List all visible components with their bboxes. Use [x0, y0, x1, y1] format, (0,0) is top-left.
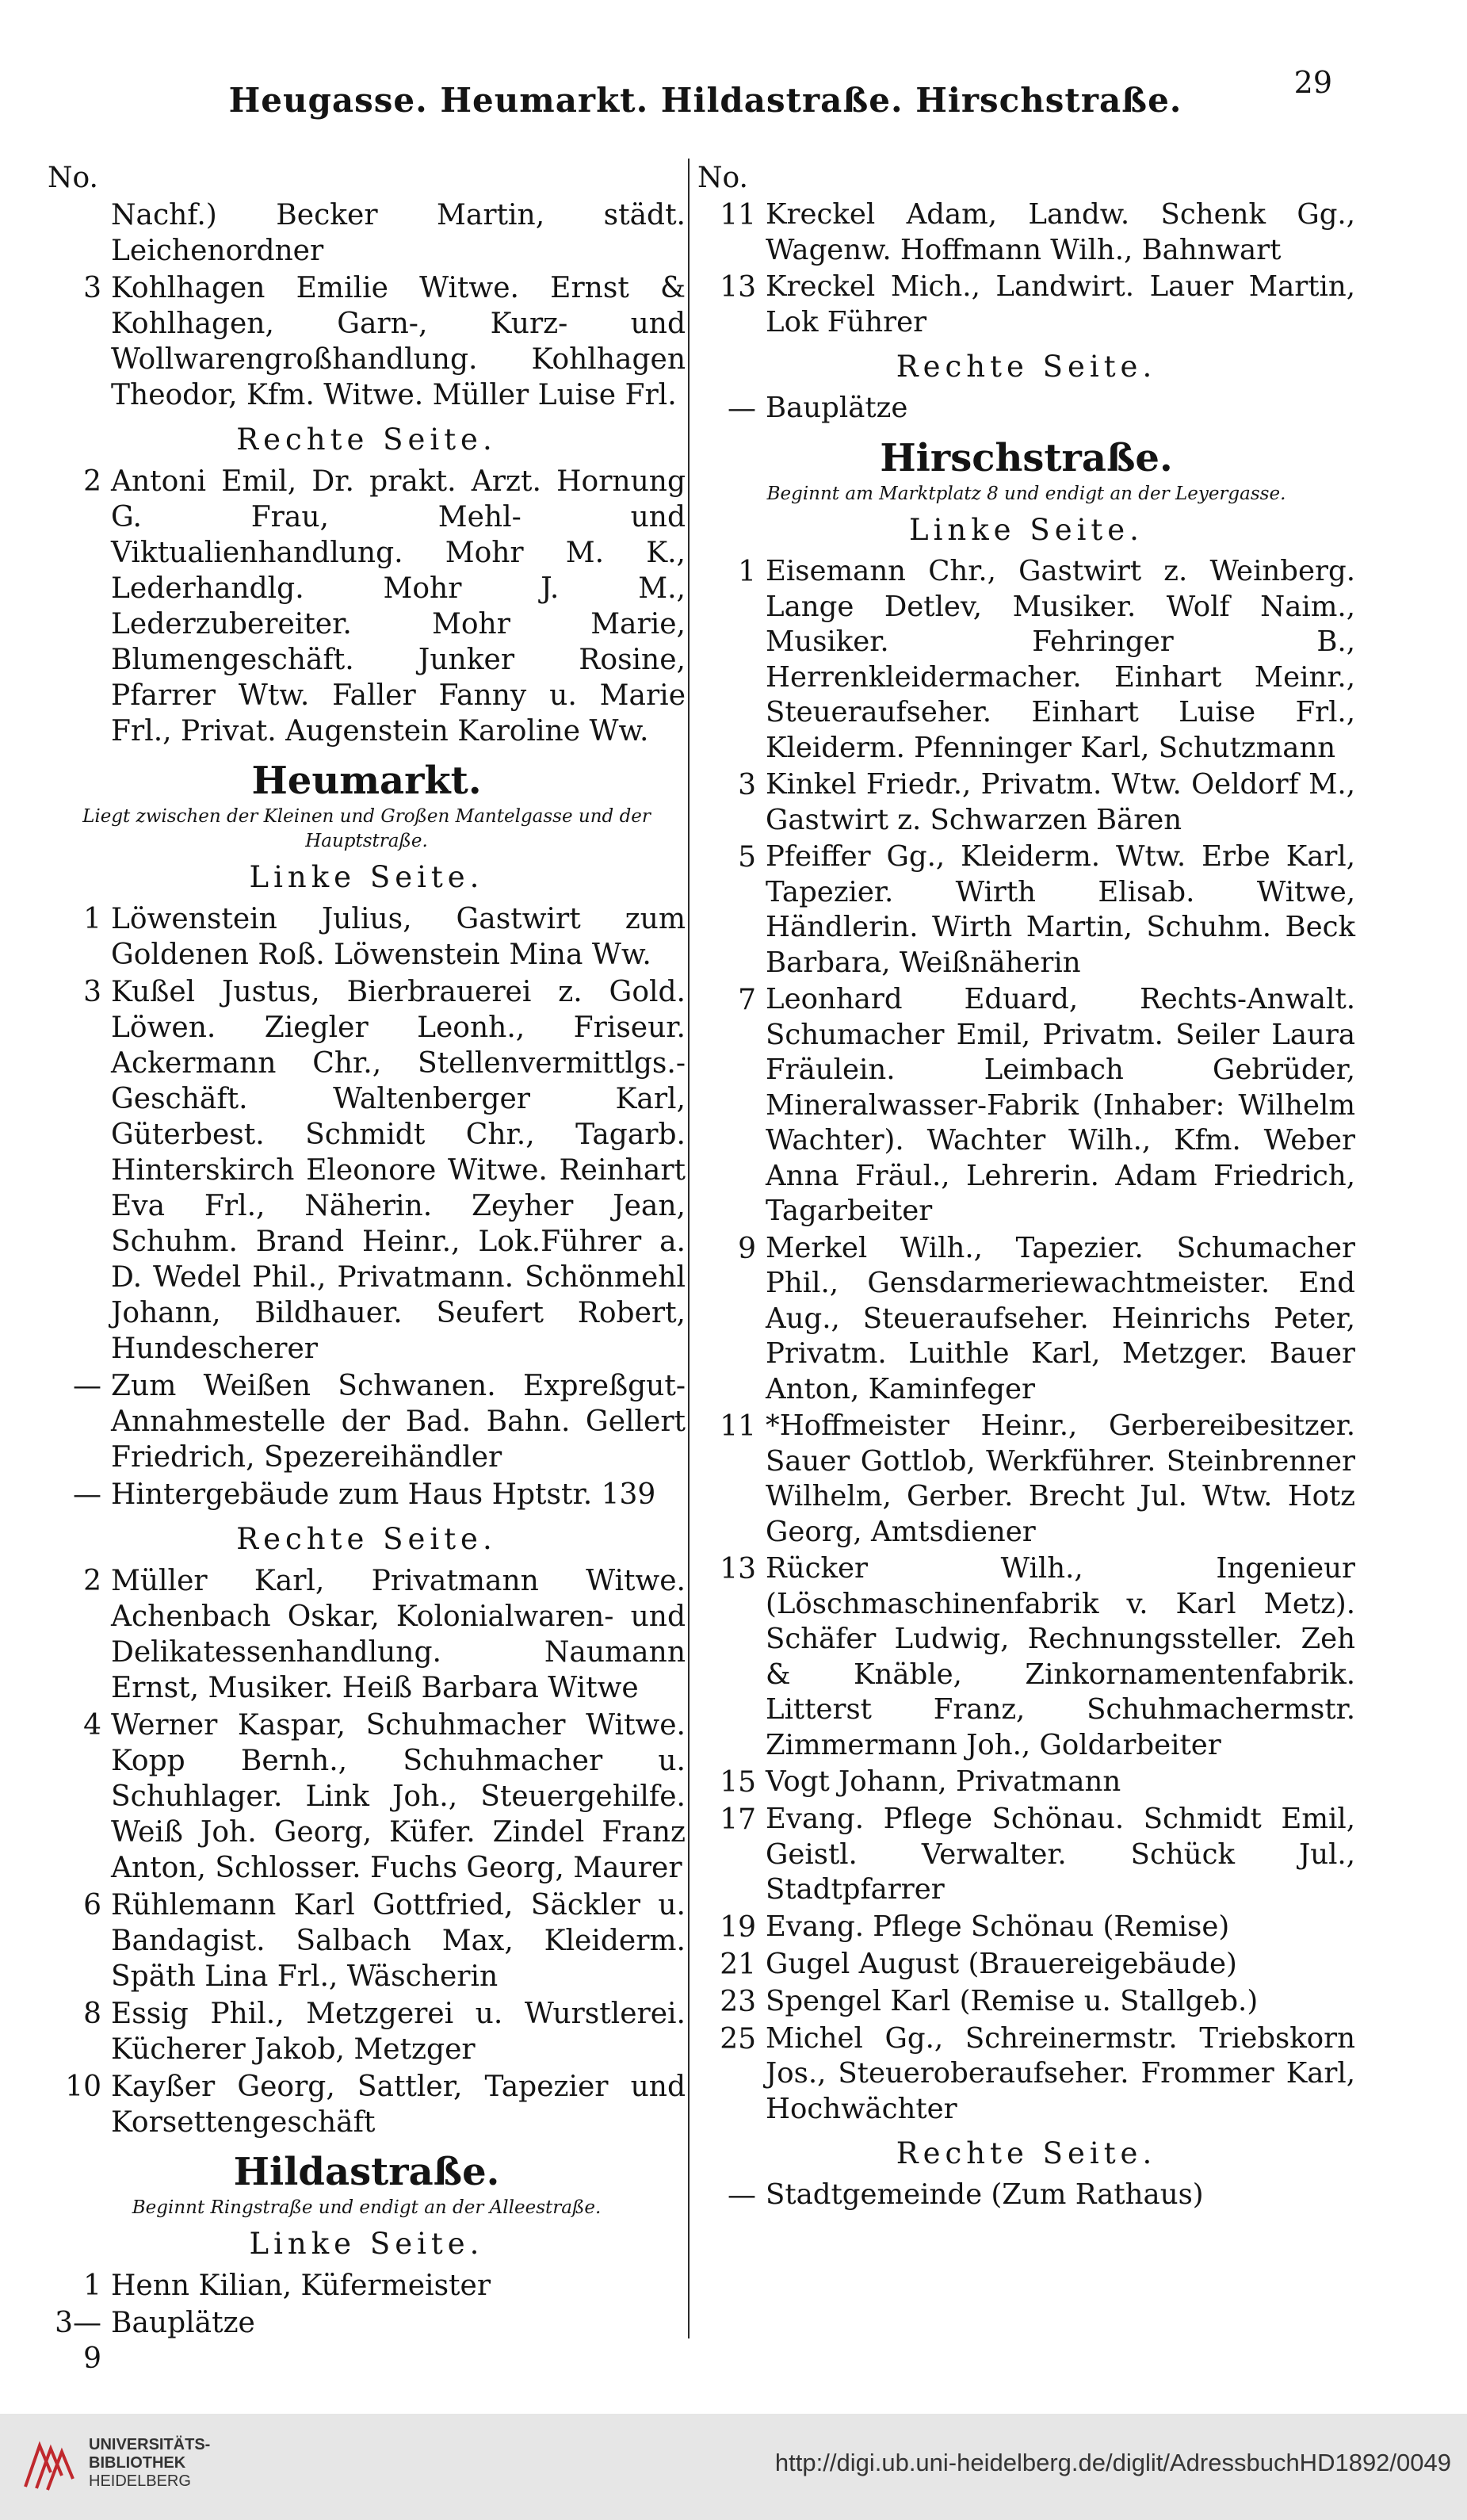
- footer-org-line: BIBLIOTHEK: [89, 2454, 186, 2472]
- street-title: Hildastraße.: [233, 2150, 500, 2194]
- street-title: Hirschstraße.: [880, 436, 1173, 480]
- house-number: 17: [720, 1803, 756, 1836]
- house-number: 10: [65, 2071, 101, 2103]
- resident-list: Kayßer Georg, Sattler, Tapezier und Korsettengeschäft: [111, 2071, 686, 2139]
- directory-entry: [697, 554, 1355, 766]
- directory-entry: [697, 197, 1355, 268]
- resident-list: Leonhard Eduard, Rechts-Anwalt. Schumacher Emil, Privatm. Seiler Laura Fräulein. Leimbach Gebrüder, Mineralwasser-Fabrik (Inhaber: Wilhelm Wachter). Wachter Wilh., Kfm. Weber Anna Fräul., Lehrerin. Adam Friedrich, Tagarbeiter: [766, 983, 1355, 1227]
- house-number: —: [73, 1370, 101, 1402]
- house-number: 9: [738, 1232, 756, 1265]
- directory-entry: [697, 1802, 1355, 1908]
- resident-list: Löwenstein Julius, Gastwirt zum Goldenen Roß. Löwenstein Mina Ww.: [111, 903, 686, 971]
- street-title: Heumarkt.: [251, 759, 482, 803]
- directory-entry: [48, 1368, 686, 1475]
- house-number: 3: [83, 976, 101, 1008]
- house-number: 1: [83, 2270, 101, 2302]
- directory-entry: [48, 270, 686, 413]
- street-section: [48, 757, 686, 1512]
- directory-entry: [48, 2268, 686, 2304]
- resident-list: Merkel Wilh., Tapezier. Schumacher Phil., Gensdarmeriewachtmeister. End Aug., Steueraufseher. Heinrichs Peter, Privatm. Luithle Karl, Metzger. Bauer Anton, Kaminfeger: [766, 1231, 1355, 1405]
- house-number: —: [73, 1478, 101, 1511]
- page-number: 29: [1293, 65, 1332, 100]
- house-number: 13: [720, 1553, 756, 1585]
- resident-list: Kinkel Friedr., Privatm. Wtw. Oeldorf M., Gastwirt z. Schwarzen Bären: [766, 768, 1355, 836]
- directory-entry: [48, 1887, 686, 1994]
- street-description: Beginnt Ringstraße und endigt an der Alleestraße.: [132, 2197, 602, 2218]
- street-side-heading: Rechte Seite.: [896, 2136, 1157, 2170]
- resident-list: Stadtgemeinde (Zum Rathaus): [766, 2178, 1204, 2211]
- directory-entry: [48, 1477, 686, 1512]
- street-side-heading: Rechte Seite.: [236, 1522, 497, 1556]
- resident-list: Rücker Wilh., Ingenieur (Löschmaschinenfabrik v. Karl Metz). Schäfer Ludwig, Rechnungssteller. Zeh & Knäble, Zinkornamentenfabrik. Litterst Franz, Schuhmachermstr. Zimmermann Joh., Goldarbeiter: [766, 1552, 1355, 1761]
- directory-entry: [697, 1947, 1355, 1983]
- street-section: [697, 348, 1355, 426]
- resident-list: Kußel Justus, Bierbrauerei z. Gold. Löwen. Ziegler Leonh., Friseur. Ackermann Chr., Stellenvermittlgs.-Geschäft. Waltenberger Karl, Güterbest. Schmidt Chr., Tagarb. Hinterskirch Eleonore Witwe. Reinhart Eva Frl., Näherin. Zeyher Jean, Schuhm. Brand Heinr., Lok.Führer a. D. Wedel Phil., Privatmann. Schönmehl Johann, Bildhauer. Seufert Robert, Hundescherer: [111, 976, 686, 1365]
- resident-list: Evang. Pflege Schönau (Remise): [766, 1910, 1230, 1943]
- column-number-label: No.: [697, 162, 748, 194]
- right-column: [697, 163, 1355, 2350]
- footer-institution: [89, 2436, 210, 2491]
- directory-entry: [697, 1409, 1355, 1550]
- directory-entry: [697, 2021, 1355, 2128]
- resident-list: *Hoffmeister Heinr., Gerbereibesitzer. Sauer Gottlob, Werkführer. Steinbrenner Wilhelm, Gerber. Brecht Jul. Wtw. Hotz Georg, Amtsdiener: [766, 1409, 1355, 1548]
- resident-list: Müller Karl, Privatmann Witwe. Achenbach Oskar, Kolonialwaren- und Delikatessenhandlung. Naumann Ernst, Musiker. Heiß Barbara Witwe: [111, 1565, 686, 1704]
- footer-url-link[interactable]: http://digi.ub.uni-heidelberg.de/diglit/AdressbuchHD1892/0049: [774, 2449, 1451, 2476]
- house-number: 11: [720, 1410, 756, 1443]
- resident-list: Pfeiffer Gg., Kleiderm. Wtw. Erbe Karl, Tapezier. Wirth Elisab. Witwe, Händlerin. Wirth Martin, Schuhm. Beck Barbara, Weißnäherin: [766, 840, 1355, 979]
- directory-entry: [48, 1996, 686, 2067]
- directory-entry: [697, 270, 1355, 340]
- directory-entry: [48, 2069, 686, 2140]
- house-number: —: [728, 392, 756, 425]
- resident-list: Henn Kilian, Küfermeister: [111, 2270, 491, 2302]
- directory-entry: [697, 2178, 1355, 2213]
- street-side-heading: Linke Seite.: [249, 2227, 484, 2261]
- resident-list: Vogt Johann, Privatmann: [766, 1765, 1121, 1798]
- house-number: 13: [720, 271, 756, 304]
- street-section: [697, 434, 1355, 2127]
- street-section: [48, 1520, 686, 2140]
- directory-entry: [697, 1231, 1355, 1408]
- house-number: 8: [83, 1998, 101, 2030]
- house-number: 25: [720, 2022, 756, 2055]
- directory-entry: [697, 982, 1355, 1229]
- resident-list: Michel Gg., Schreinermstr. Triebskorn Jos., Steueroberaufseher. Frommer Karl, Hochwächter: [766, 2021, 1355, 2125]
- resident-list: Spengel Karl (Remise u. Stallgeb.): [766, 1984, 1259, 2017]
- column-divider: [688, 159, 690, 2338]
- house-number: 3—9: [55, 2307, 101, 2375]
- column-number-label: No.: [48, 162, 98, 194]
- house-number: 4: [83, 1709, 101, 1742]
- street-description: Liegt zwischen der Kleinen und Großen Mantelgasse und der Hauptstraße.: [82, 806, 651, 851]
- directory-entry: [697, 839, 1355, 981]
- street-section: [48, 421, 686, 749]
- house-number: —: [728, 2179, 756, 2212]
- street-side-heading: Linke Seite.: [249, 860, 484, 894]
- house-number: 3: [738, 769, 756, 801]
- directory-entry: [48, 901, 686, 973]
- house-number: 11: [720, 199, 756, 231]
- directory-entry: [48, 197, 686, 269]
- house-number: 5: [738, 841, 756, 874]
- resident-list: Antoni Emil, Dr. prakt. Arzt. Hornung G. Frau, Mehl- und Viktualienhandlung. Mohr M. K., Lederhandlg. Mohr J. M., Lederzubereiter. Mohr Marie, Blumengeschäft. Junker Rosine, Pfarrer Wtw. Faller Fanny u. Marie Frl., Privat. Augenstein Karoline Ww.: [111, 465, 686, 748]
- footer-org-line: UNIVERSITÄTS-: [89, 2436, 211, 2453]
- resident-list: Kreckel Adam, Landw. Schenk Gg., Wagenw. Hoffmann Wilh., Bahnwart: [766, 198, 1355, 266]
- footer-org-line: HEIDELBERG: [89, 2472, 191, 2490]
- directory-entry: [48, 464, 686, 749]
- directory-entry: [48, 974, 686, 1367]
- street-section: [48, 2148, 686, 2377]
- directory-entry: [48, 1563, 686, 1706]
- house-number: 19: [720, 1910, 756, 1944]
- resident-list: Hintergebäude zum Haus Hptstr. 139: [111, 1478, 656, 1511]
- resident-list: Essig Phil., Metzgerei u. Wurstlerei. Kücherer Jakob, Metzger: [111, 1998, 686, 2066]
- directory-entry: [697, 1551, 1355, 1763]
- resident-list: Kreckel Mich., Landwirt. Lauer Martin, Lok Führer: [766, 270, 1355, 338]
- directory-entry: [697, 1984, 1355, 2020]
- resident-list: Bauplätze: [111, 2307, 255, 2339]
- resident-list: Nachf.) Becker Martin, städt. Leichenordner: [111, 199, 686, 267]
- resident-list: Gugel August (Brauereigebäude): [766, 1947, 1237, 1980]
- directory-entry: [48, 2305, 686, 2377]
- street-side-heading: Linke Seite.: [909, 513, 1144, 547]
- house-number: 21: [720, 1948, 756, 1981]
- street-section: [697, 197, 1355, 340]
- directory-entry: [697, 1910, 1355, 1945]
- house-number: 1: [83, 903, 101, 935]
- house-number: 2: [83, 465, 101, 498]
- house-number: 1: [738, 556, 756, 588]
- street-section: [697, 2135, 1355, 2213]
- resident-list: Werner Kaspar, Schuhmacher Witwe. Kopp Bernh., Schuhmacher u. Schuhlager. Link Joh., Steuergehilfe. Weiß Joh. Georg, Küfer. Zindel Franz Anton, Schlosser. Fuchs Georg, Maurer: [111, 1709, 686, 1884]
- resident-list: Eisemann Chr., Gastwirt z. Weinberg. Lange Detlev, Musiker. Wolf Naim., Musiker. Fehringer B., Herrenkleidermacher. Einhart Meinr., Steueraufseher. Einhart Luise Frl., Kleiderm. Pfenninger Karl, Schutzmann: [766, 555, 1355, 764]
- directory-entry: [48, 1707, 686, 1886]
- directory-entry: [697, 391, 1355, 426]
- resident-list: Rühlemann Karl Gottfried, Säckler u. Bandagist. Salbach Max, Kleiderm. Späth Lina Frl., Wäscherin: [111, 1889, 686, 1993]
- page-header: [0, 65, 1467, 128]
- university-library-logo-icon: [16, 2431, 84, 2499]
- directory-entry: [697, 1765, 1355, 1800]
- digitization-footer: [0, 2414, 1467, 2520]
- street-side-heading: Rechte Seite.: [896, 350, 1157, 384]
- running-head: Heugasse. Heumarkt. Hildastraße. Hirschstraße.: [228, 81, 1182, 120]
- resident-list: Zum Weißen Schwanen. Expreßgut-Annahmestelle der Bad. Bahn. Gellert Friedrich, Spezereihändler: [111, 1370, 686, 1474]
- house-number: 3: [83, 272, 101, 304]
- house-number: 15: [720, 1766, 756, 1799]
- resident-list: Bauplätze: [766, 392, 908, 424]
- directory-entry: [697, 767, 1355, 838]
- house-number: 6: [83, 1889, 101, 1922]
- street-description: Beginnt am Marktplatz 8 und endigt an der Leyergasse.: [766, 484, 1286, 504]
- resident-list: Evang. Pflege Schönau. Schmidt Emil, Geistl. Verwalter. Schück Jul., Stadtpfarrer: [766, 1803, 1355, 1906]
- street-side-heading: Rechte Seite.: [236, 423, 497, 457]
- house-number: 2: [83, 1565, 101, 1597]
- resident-list: Kohlhagen Emilie Witwe. Ernst & Kohlhagen, Garn-, Kurz- und Wollwarengroßhandlung. Kohlhagen Theodor, Kfm. Witwe. Müller Luise Frl.: [111, 272, 686, 411]
- house-number: 7: [738, 984, 756, 1016]
- street-section: [48, 197, 686, 413]
- left-column: [48, 162, 686, 2375]
- house-number: 23: [720, 1985, 756, 2018]
